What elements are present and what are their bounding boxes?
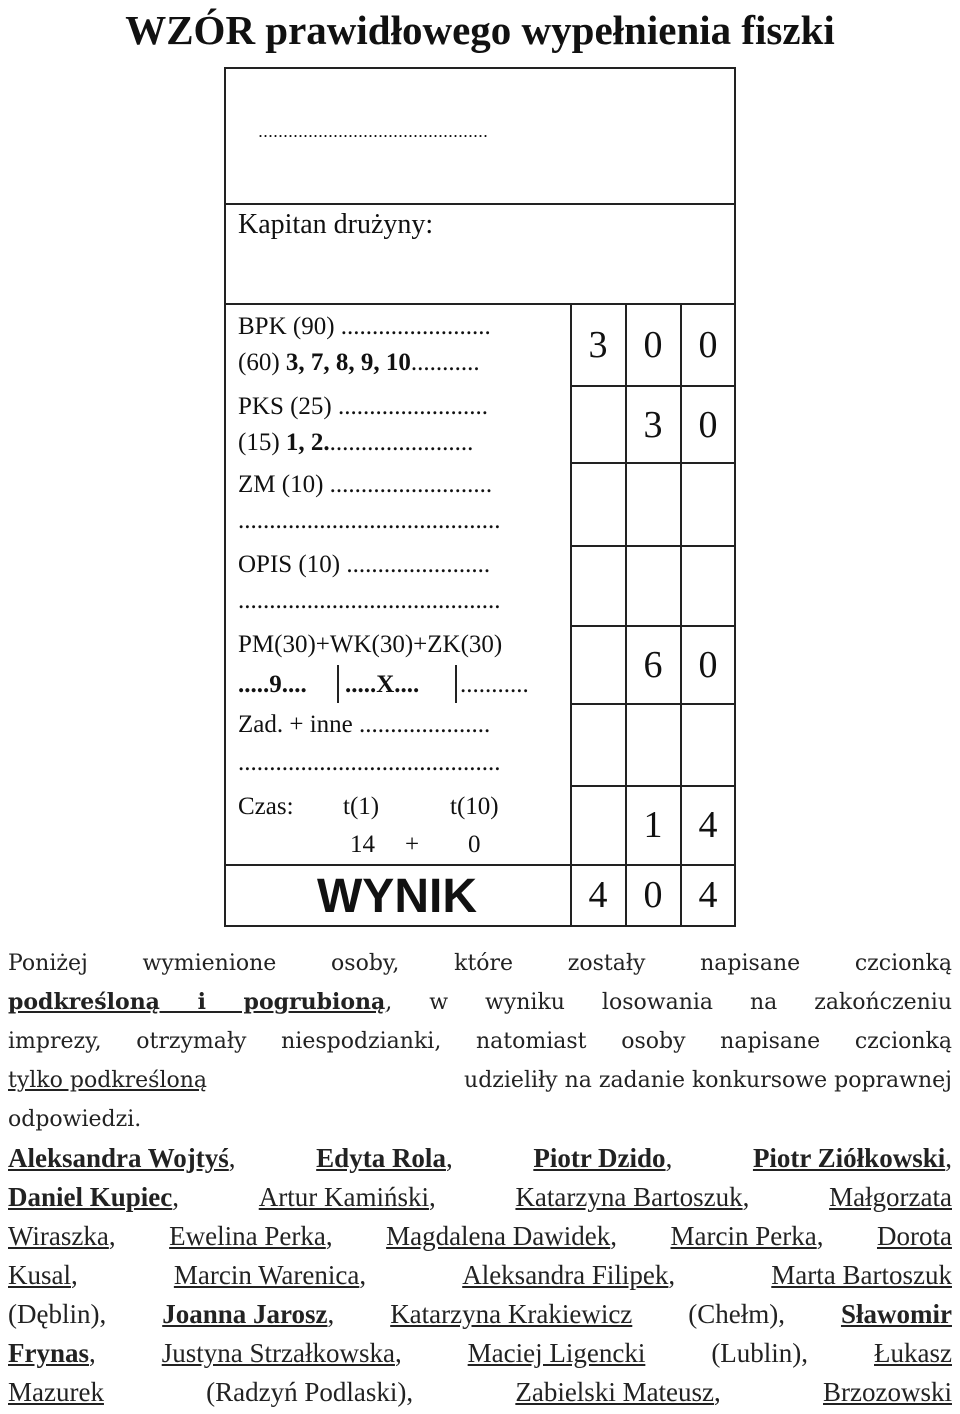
- t1-label: t(1): [343, 793, 380, 820]
- bpk-label: BPK (90) ........................: [238, 313, 491, 340]
- czas-label: Czas:: [238, 793, 294, 820]
- correct-name: Marcin Perka: [670, 1221, 817, 1251]
- team-name-line: ..............................................: [258, 121, 489, 141]
- pks-15-line: [238, 428, 473, 458]
- correct-name: Marcin Warenica: [173, 1260, 360, 1290]
- pks-15-prefix: (15): [238, 429, 280, 456]
- winners-list: [8, 1139, 952, 1412]
- score-pks-1: 3: [643, 404, 663, 446]
- bpk-60-values: 3, 7, 8, 9, 10: [285, 349, 411, 376]
- names-line: (Dęblin), Joanna Jarosz, Katarzyna Krakiewicz (Chełm), Sławomir: [8, 1295, 952, 1334]
- correct-name: Aleksandra Filipek: [462, 1260, 669, 1290]
- bpk-60-dots: ...........: [410, 349, 480, 376]
- correct-name: Wiraszka: [8, 1221, 109, 1251]
- correct-name: Kusal: [8, 1260, 71, 1290]
- correct-name: Zabielski Mateusz: [515, 1377, 715, 1407]
- wynik-label: WYNIK: [317, 870, 477, 923]
- score-czas-2: 4: [698, 804, 718, 846]
- divider: [337, 665, 339, 703]
- correct-name: Justyna Strzałkowska: [161, 1338, 395, 1368]
- t1-value: 14: [350, 831, 375, 858]
- correct-name: Dorota: [876, 1221, 952, 1251]
- paragraph-line: podkreśloną i pogrubioną, w wyniku losowania na zakończeniu: [8, 989, 952, 1015]
- winner-name: Daniel Kupiec: [8, 1182, 173, 1212]
- bpk-60-prefix: (60): [238, 349, 280, 376]
- zad-dots: ..........................................: [238, 749, 501, 776]
- names-line: Wiraszka, Ewelina Perka, Magdalena Dawidek, Marcin Perka, Dorota: [8, 1217, 952, 1256]
- correct-name: Katarzyna Bartoszuk: [515, 1182, 743, 1212]
- score-czas-1: 1: [643, 804, 663, 846]
- pks-label: PKS (25) ........................: [238, 393, 489, 420]
- score-wynik-3: 4: [698, 874, 718, 916]
- opis-label: OPIS (10) .......................: [238, 551, 491, 578]
- underline-sample: tylko podkreśloną: [8, 1068, 208, 1093]
- bold-underline-sample: podkreśloną i pogrubioną: [8, 989, 386, 1015]
- score-bpk-1: 3: [588, 324, 608, 366]
- divider: [224, 303, 736, 305]
- score-bpk-3: 0: [698, 324, 718, 366]
- divider: [570, 785, 736, 787]
- correct-name: Brzozowski: [823, 1377, 952, 1407]
- plus-sign: +: [405, 831, 420, 858]
- pm-cell-3: ...........: [460, 671, 529, 698]
- bpk-60-line: [238, 348, 480, 378]
- names-line: Daniel Kupiec, Artur Kamiński, Katarzyna Bartoszuk, Małgorzata: [8, 1178, 952, 1217]
- names-line: Mazurek (Radzyń Podlaski), Zabielski Mateusz, Brzozowski: [8, 1373, 952, 1412]
- correct-name: Artur Kamiński: [258, 1182, 429, 1212]
- score-bpk-2: 0: [643, 324, 663, 366]
- paragraph-line: imprezy, otrzymały niespodzianki, natomiast osoby napisane czcionką: [8, 1029, 952, 1054]
- opis-dots: ..........................................: [238, 587, 501, 614]
- divider: [570, 385, 736, 387]
- divider: [570, 703, 736, 705]
- divider: [224, 203, 736, 205]
- score-pm-2: 0: [698, 644, 718, 686]
- captain-label: Kapitan drużyny:: [238, 209, 434, 240]
- zad-label: Zad. + inne .....................: [238, 711, 491, 738]
- winner-name: Frynas: [8, 1338, 89, 1368]
- paragraph-line: tylko podkreśloną udzieliły na zadanie konkursowe poprawnej: [8, 1061, 952, 1100]
- divider: [570, 303, 572, 927]
- pm-cell-2: .....X....: [345, 671, 420, 698]
- t10-value: 0: [468, 831, 481, 858]
- city-label: (Chełm),: [688, 1299, 785, 1329]
- correct-name: Ewelina Perka: [169, 1221, 326, 1251]
- names-line: Frynas, Justyna Strzałkowska, Maciej Ligencki (Lublin), Łukasz: [8, 1334, 952, 1373]
- pks-15-values: 1, 2.: [285, 429, 330, 456]
- city-label: (Dęblin),: [8, 1299, 107, 1329]
- score-wynik-1: 4: [588, 874, 608, 916]
- score-pm-1: 6: [643, 644, 663, 686]
- names-line: Aleksandra Wojtyś, Edyta Rola, Piotr Dzido, Piotr Ziółkowski,: [8, 1143, 952, 1173]
- pm-cell-1: .....9....: [238, 671, 307, 698]
- correct-name: Katarzyna Krakiewicz: [390, 1299, 633, 1329]
- score-pks-2: 0: [698, 404, 718, 446]
- correct-name: Magdalena Dawidek: [386, 1221, 611, 1251]
- paragraph-line: odpowiedzi.: [8, 1107, 142, 1132]
- divider: [455, 665, 457, 703]
- winner-name: Piotr Ziółkowski: [752, 1143, 946, 1173]
- names-line: Kusal, Marcin Warenica, Aleksandra Filipek, Marta Bartoszuk: [8, 1256, 952, 1295]
- correct-name: Łukasz: [874, 1338, 952, 1368]
- zm-label: ZM (10) ..........................: [238, 471, 493, 498]
- winner-name: Edyta Rola: [316, 1143, 446, 1173]
- correct-name: Marta Bartoszuk: [771, 1260, 952, 1290]
- winner-name: Sławomir: [840, 1299, 952, 1329]
- correct-name: Mazurek: [8, 1377, 104, 1407]
- city-label: (Lublin),: [711, 1338, 809, 1368]
- winner-name: Aleksandra Wojtyś: [8, 1143, 229, 1173]
- page-title: WZÓR prawidłowego wypełnienia fiszki: [125, 7, 835, 53]
- winner-name: Piotr Dzido: [533, 1143, 666, 1173]
- winner-name: Joanna Jarosz: [162, 1299, 328, 1329]
- divider: [224, 864, 736, 866]
- correct-name: Maciej Ligencki: [467, 1338, 646, 1368]
- divider: [625, 385, 627, 865]
- score-wynik-2: 0: [643, 874, 663, 916]
- t10-label: t(10): [450, 793, 499, 820]
- zm-dots: ..........................................: [238, 507, 501, 534]
- divider: [570, 462, 736, 464]
- pks-15-dots: .......................: [329, 429, 474, 456]
- divider: [570, 625, 736, 627]
- city-label: (Radzyń Podlaski),: [206, 1377, 414, 1407]
- divider: [570, 545, 736, 547]
- paragraph-line: Poniżej wymienione osoby, które zostały napisane czcionką: [8, 951, 952, 976]
- description-paragraph: [8, 944, 952, 1139]
- pm-label: PM(30)+WK(30)+ZK(30): [238, 631, 503, 658]
- correct-name: Małgorzata: [829, 1182, 952, 1212]
